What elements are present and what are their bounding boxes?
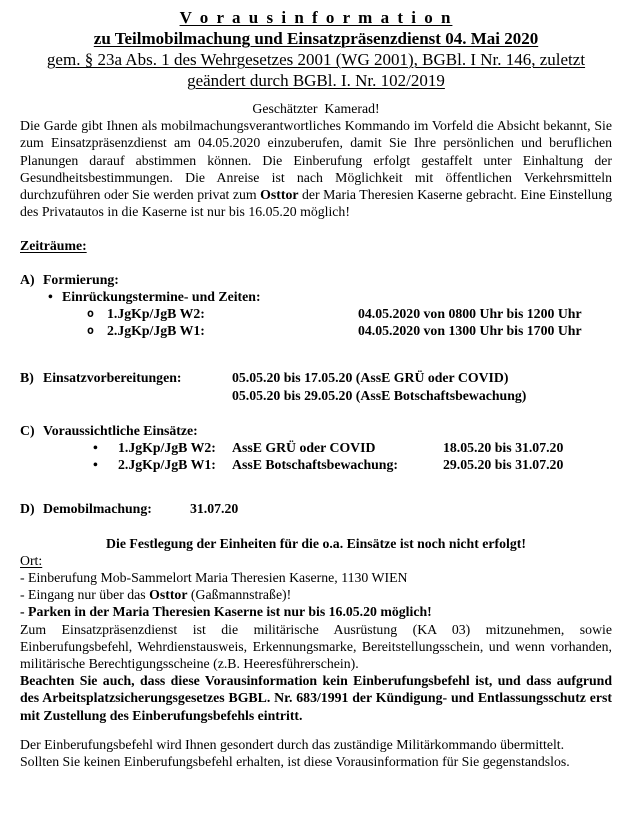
section-d-label: D): [20, 501, 35, 517]
section-a-heading: [20, 271, 612, 288]
einsatz-row-2-mission: AssE Botschaftsbewachung:: [232, 457, 398, 473]
ort-line-3: - Parken in der Maria Theresien Kaserne ist nur bis 16.05.20 möglich!: [20, 604, 432, 620]
section-b-heading: [20, 369, 232, 403]
einsatz-row-2-period: 29.05.20 bis 31.07.20: [443, 457, 564, 473]
legal-notice-paragraph: Beachten Sie auch, dass diese Vorausinformation kein Einberufungsbefehl ist, und dass aufgrund des Arbeitsplatzsicherungsgesetzes BGBL. Nr. 683/1991 der Kündigung- und Entlassungsschutz erst mit Zustellung des Einberufungsbefehls eintritt.: [20, 673, 612, 723]
section-a-formierung: [20, 271, 612, 340]
section-c-title: Voraussichtliche Einsätze:: [43, 422, 198, 438]
intro-text-1: Die Garde gibt Ihnen als mobilmachungsverantwortliches Kommando im Vorfeld die Absicht bekannt, Sie zum Einsatzpräsenzdienst am 04.05.2020 einzuberufen, damit Sie Ihre persönlichen und beruflichen Planungen darauf abstimmen können. Die Einberufung erfolgt gestaffelt unter Einhaltung der Gesundheitsbestimmungen. Die Anreise ist nach Möglichkeit mit öffentlichen Verkehrsmitteln durchzuführen oder Sie werden privat zum: [20, 118, 612, 203]
bullet-icon: •: [93, 440, 98, 456]
einsatz-row-1-mission: AssE GRÜ oder COVID: [232, 440, 376, 456]
section-a-bullet-heading: Einrückungstermine- und Zeiten:: [62, 288, 261, 304]
units-notice: Die Festlegung der Einheiten für die o.a. Einsätze ist noch nicht erfolgt!: [106, 535, 526, 551]
closing-block: [20, 736, 612, 770]
section-d-demobilmachung: [20, 500, 612, 517]
einsatz-row-1-unit: 1.JgKp/JgB W2:: [118, 440, 216, 456]
section-c-voraussichtliche-einsaetze: [20, 422, 612, 474]
intro-paragraph: [20, 117, 612, 220]
ort-heading: Ort:: [20, 552, 43, 568]
document-subtitle: zu Teilmobilmachung und Einsatzpräsenzdienst 04. Mai 2020: [93, 29, 539, 48]
section-b-dates: [232, 369, 526, 403]
closing-line-2: Sollten Sie keinen Einberufungsbefehl erhalten, ist diese Vorausinformation für Sie gegenstandslos.: [20, 754, 570, 770]
bullet-icon: •: [48, 288, 53, 304]
document-title: [20, 8, 612, 28]
formierung-row-1: [20, 305, 612, 322]
zeitraeume-heading: Zeiträume:: [20, 238, 87, 254]
intro-osttor-bold: Osttor: [260, 187, 299, 203]
section-b-title: Einsatzvorbereitungen:: [43, 370, 182, 386]
section-d-date: 31.07.20: [190, 501, 239, 517]
formierung-row-2-unit: 2.JgKp/JgB W1:: [107, 323, 205, 339]
section-b-date-line-2: 05.05.20 bis 29.05.20 (AssE Botschaftsbewachung): [232, 387, 527, 403]
einsatz-row-2-unit: 2.JgKp/JgB W1:: [118, 457, 216, 473]
section-d-heading: [20, 500, 190, 517]
circle-bullet-icon: o: [87, 306, 94, 321]
bullet-icon: •: [93, 457, 98, 473]
section-d-title: Demobilmachung:: [43, 501, 152, 517]
legal-reference-line-1: gem. § 23a Abs. 1 des Wehrgesetzes 2001 (WG 2001), BGBl. I Nr. 146, zuletzt: [46, 50, 586, 69]
einsatz-row-2: [20, 456, 612, 473]
ort-line-2-text-1: - Eingang nur über das: [20, 587, 150, 603]
equipment-paragraph: Zum Einsatzpräsenzdienst ist die militärische Ausrüstung (KA 03) mitzunehmen, sowie Einberufungsbefehl, Wehrdienstausweis, Erkennungsmarke, Bereitstellungsschein, und wenn vorhanden, militärische Berechtigungsscheine (z.B. Heeresführerschein).: [20, 621, 612, 672]
ort-line-2-text-2: (Gaßmannstraße)!: [187, 587, 292, 603]
einsatz-row-1-period: 18.05.20 bis 31.07.20: [443, 440, 564, 456]
section-c-heading: [20, 422, 612, 439]
ort-line-2: [20, 586, 612, 603]
section-c-label: C): [20, 422, 35, 438]
ort-line-2-osttor-bold: Osttor: [149, 587, 188, 603]
salutation: Geschätzter Kamerad!: [252, 101, 380, 116]
intro-text-2: der Maria Theresien Kaserne gebracht. Eine Einstellung des Privatautos in die Kaserne ist nur bis 16.05.20 möglich!: [20, 187, 612, 220]
section-b-einsatzvorbereitungen: [20, 369, 612, 403]
closing-line-1: Der Einberufungsbefehl wird Ihnen gesondert durch das zuständige Militärkommando übermittelt.: [20, 736, 565, 752]
ort-line-1: - Einberufung Mob-Sammelort Maria Theresien Kaserne, 1130 WIEN: [20, 570, 408, 586]
section-a-label: A): [20, 271, 35, 287]
section-b-label: B): [20, 370, 34, 386]
legal-reference-line-2: geändert durch BGBl. I. Nr. 102/2019: [187, 71, 445, 90]
formierung-row-1-unit: 1.JgKp/JgB W2:: [107, 306, 205, 322]
section-a-title: Formierung:: [43, 271, 119, 287]
einsatz-row-1: [20, 439, 612, 456]
formierung-row-1-time: 04.05.2020 von 0800 Uhr bis 1200 Uhr: [358, 306, 582, 322]
formierung-row-2: [20, 322, 612, 339]
section-b-date-line-1: 05.05.20 bis 17.05.20 (AssE GRÜ oder COVID): [232, 370, 509, 386]
section-a-bullet-heading-row: [20, 288, 612, 305]
circle-bullet-icon: o: [87, 323, 94, 338]
document-title-text: V o r a u s i n f o r m a t i o n: [179, 8, 453, 27]
formierung-row-2-time: 04.05.2020 von 1300 Uhr bis 1700 Uhr: [358, 323, 582, 339]
